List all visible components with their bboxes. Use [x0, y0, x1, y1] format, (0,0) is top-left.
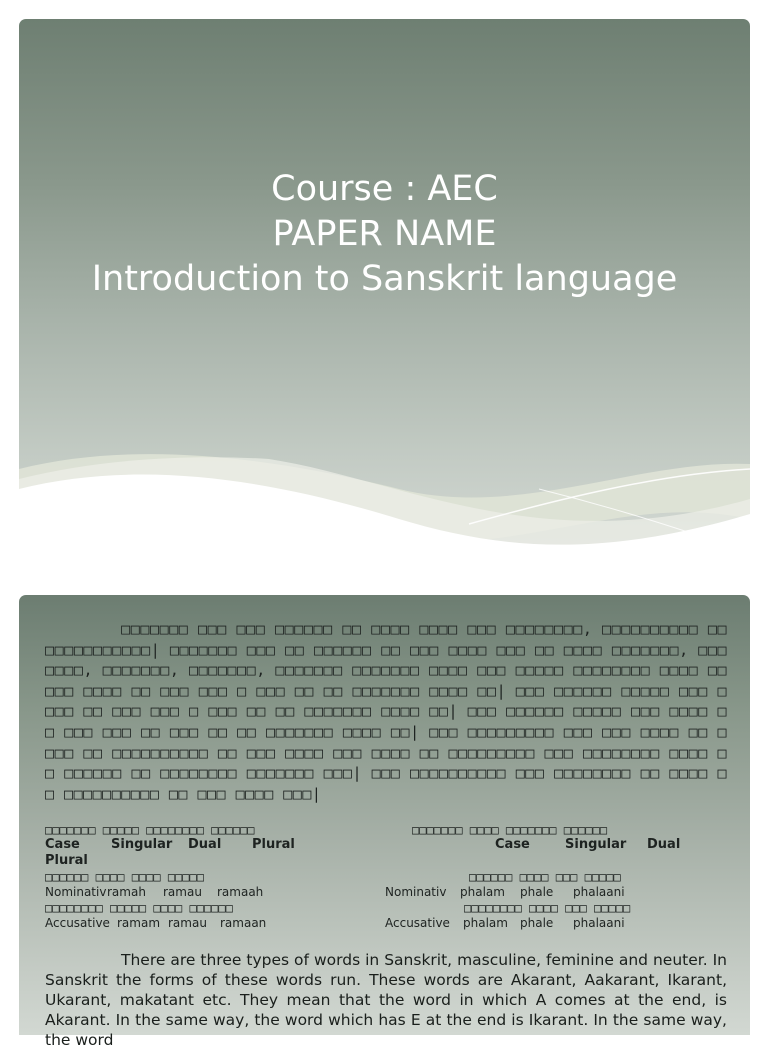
- table-left-row2-case: Accusative: [45, 916, 110, 930]
- table-left-row1-hindi: □□□□□□ □□□□ □□□□ □□□□□: [45, 870, 204, 884]
- title-slide: [19, 19, 750, 567]
- table-left-header-plural: Plural: [252, 837, 295, 852]
- paper-name-value: Introduction to Sanskrit language: [91, 259, 678, 299]
- table-left-header-plural-wrap: Plural: [45, 853, 88, 868]
- paper-name-label: PAPER NAME: [272, 214, 497, 254]
- table-right-hindi-header: □□□□□□□ □□□□ □□□□□□□ □□□□□□: [412, 823, 608, 837]
- table-right-row1-case: Nominativ: [385, 885, 447, 899]
- table-left-row2-plural: ramaan: [220, 916, 267, 930]
- table-right-header-case: Case: [495, 837, 530, 852]
- table-left-row1-singular: ramah: [107, 885, 146, 899]
- content-slide: [19, 595, 750, 1049]
- table-left-hindi-header: □□□□□□□ □□□□□ □□□□□□□□ □□□□□□: [45, 823, 255, 837]
- table-left-row2-hindi: □□□□□□□□ □□□□□ □□□□ □□□□□□: [45, 901, 233, 915]
- english-paragraph: [45, 950, 727, 1050]
- table-right-row2-plural: phalaani: [573, 916, 625, 930]
- table-right-row1-dual: phale: [520, 885, 554, 899]
- course-title: Course : AEC: [271, 169, 498, 209]
- table-right-row1-hindi: □□□□□□ □□□□ □□□ □□□□□: [469, 870, 621, 884]
- table-left-row1-case: Nominativ: [45, 885, 107, 899]
- english-paragraph-text: There are three types of words in Sanskrit, masculine, feminine and neuter. In Sanskrit the forms of these words run. These words are Akarant, Aakarant, Ikarant, Ukarant, makatant etc. They mean that the word in which A comes at the end, is Akarant. In the same way, the word which has E at the end is Ikarant. In the same way, the word: [45, 951, 727, 1049]
- decorative-waves: [19, 419, 750, 567]
- slide-title: [19, 167, 750, 302]
- table-left-header-singular: Singular: [111, 837, 173, 852]
- table-right-row2-case: Accusative: [385, 916, 450, 930]
- table-left-row2-singular: ramam: [117, 916, 161, 930]
- table-left-row2-dual: ramau: [168, 916, 207, 930]
- table-left: [45, 823, 385, 933]
- table-right-row2-dual: phale: [520, 916, 554, 930]
- table-left-row1-plural: ramaah: [217, 885, 264, 899]
- hindi-paragraph: [45, 619, 727, 804]
- hindi-paragraph-text: □□□□□□□ □□□ □□□ □□□□□□ □□ □□□□ □□□□ □□□ □□□□□□□□, □□□□□□□□□□ □□ □□□□□□□□□□□| □□□□□□□ □□□ □□ □□□□□□ □□ □□□ □□□□ □□□ □□ □□□□ □□□□□□□, □□□□□□□, □□□□□□□, □□□□□□□, □□□□□□□ □□□□□□□ □□□□ □□□ □□□□□ □□□□□□□□ □□□□ □□ □□□ □□□□ □□ □□□ □□□ □ □□□ □□ □□ □□□□□□□ □□□□ □□| □□□ □□□□□□ □□□□□ □□□ □□□□ □□ □□□ □□□ □ □□□ □□ □□ □□□□□□□ □□□□ □□| □□□ □□□□□□ □□□□□ □□□ □□□□ □□ □□□ □□□ □□ □□□ □□ □□ □□□□□□□ □□□□ □□| □□□ □□□□□□□□□ □□□ □□□ □□□□ □□ □□□□ □□ □□□□□□□□□□ □□ □□□ □□□□ □□□ □□□□ □□ □□□□□□□□□ □□□ □□□□□□□□ □□□□ □□ □□□□□□ □□ □□□□□□□□ □□□□□□□ □□□| □□□ □□□□□□□□□□ □□□ □□□□□□□□ □□ □□□□ □□ □□□□□□□□□□ □□ □□□ □□□□ □□□|: [45, 620, 727, 803]
- table-left-header-case: Case: [45, 837, 80, 852]
- table-left-row1-dual: ramau: [163, 885, 202, 899]
- table-right-row1-plural: phalaani: [573, 885, 625, 899]
- table-right-header-dual: Dual: [647, 837, 681, 852]
- table-right: [385, 823, 725, 933]
- table-right-row2-hindi: □□□□□□□□ □□□□ □□□ □□□□□: [464, 901, 631, 915]
- table-right-row2-singular: phalam: [463, 916, 508, 930]
- table-left-header-dual: Dual: [188, 837, 222, 852]
- table-right-header-singular: Singular: [565, 837, 627, 852]
- table-right-row1-singular: phalam: [460, 885, 505, 899]
